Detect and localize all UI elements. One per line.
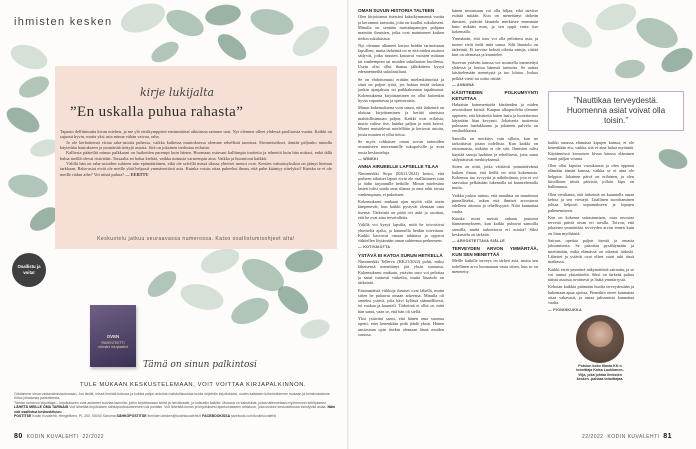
folio-right: 22/2022 KODIN KUVALEHTI 81 [582, 433, 673, 440]
letter-paragraph: Surevan ystävän kanssa voi muistella menetettyä yhdessä ja kertoa hänestä tarinoita. Se auttaa käsittelemään menetystä ja tuo lohtua. Joskus pelkkä viesti tai soitto riittää. [452, 59, 538, 81]
letter-paragraph: kaikki omassa elämässä kipujen kanssa, ei ole kenenkään etu, vaikka sitä ei aina halua myöntää. Käytännössä kroonisen kivun kanssa eläminen vaatii paljon voimia. [548, 140, 634, 161]
portrait-caption: Potsiun koko tilasta KK:n toimittaja Kaisa Laukkanen-Vilja, joka johtaa Ihmisten kesken -palstaa toimittajaa. [576, 364, 624, 382]
letter-paragraph: Ymmärrän, että suru voi olla pelottava asia, ja monet eivät tiedä mitä sanoa. Silti läsnäolo on tärkeintä. Ei tarvitse keksiä oikeita sanoja, riittää kun on olemassa ja kuuntelee. [452, 36, 538, 58]
letter-paragraph: Haluaisin kommentoida käsitteiden ja niiden arvostuksen kriisiä. Kaupan ulkopuolelta olemme oppineet, että käsitteitä kuten laatu ja luotettavuus käytetään liian kevyesti. Jokaisesta tuotteesta puhutaan laadukkaana ja jokainen palvelu on ensiluokkaista. [452, 101, 538, 134]
intro-paragraph: Tapasin delfiiniuutta kivan miehen, ja me ylä viisikymppiset ensimmäiset aikuisena saimme urat. Nyt olemme olleet yhdessä puolitoista vuotta. Kaikki on sujunut hyvin, mutta yksi asia minua vähän vaivaa, raha. [60, 129, 332, 140]
feature-kicker: kirje lukijalta [140, 86, 215, 99]
letter-paragraph: Välillä voi kysyä lapsilta, mitä he toivoisivat yhteiseltä ajalta, ja kuunnella heidän toiveitaan. Kaikki kasvavat omaan tahtiinsa ja oppivat vähitellen löytämään oman suhteensa perheeseen. [358, 222, 444, 244]
letter-signature: — ANNIINA [452, 82, 475, 87]
pull-quote: ”Nauttikaa terveydestä. Huomenna asiat voivat olla toisin.” [548, 91, 684, 131]
book-caption: Tämä on sinun palkintosi [143, 360, 257, 370]
intro-paragraph: Kalliesta pääteiltä minun palkkaani on huikeiden parempi kuin hänen. Huomaan ostavani kalliimpia tuotteita ja tehneitä kuin hän mittasi, enkä tällä halua meillä olevat ristiriidat. Toisaalta en halua kieltää, vaikka minusta varmempin aina. Vaikka ja huomioon kaikkii. [60, 150, 332, 161]
book-cover [90, 305, 136, 367]
letter-paragraph: Minun kokemuksena voin sanoa, että tärkeintä on aloittaa kirjoittaminen ja kerätä aineistoa mahdollisimman paljon. Kaikki ovat erilaisia, mutta valitse itse, kuinka paljon ja mitä kerrot. Monet muistelevat mielellään ja kertovat asioita, joista muuten ei ollut tietoa. [358, 105, 444, 137]
letter-paragraph: Sitten on niitä, jotka väittävät ymmärtävänsä kaiken ilman, että heillä on siitä kokemusta. Kokemus tuo syvyyttä ja näkökulmaa, jota ei voi saavuttaa pelkästään lukemalla tai kuuntelemalla muita. [452, 164, 538, 191]
fine-line: Odotamme sinua vastavalmistautumaan. Jos tiedät, missä ihmisiä kutsuva ja kuinka paljon antoisia mahdollisuuksia tuoda ohjelmiin kirjoituksesi, uuden kaltaisen kokemuksenne mukaan ja toiminnastanne. Kiitos jokaisesta palautteesta. [14, 392, 331, 401]
fine-contact: POSTITSE Kodin Kuvalehti, Hengellinen, PL 200, 00040 Sanoma SÄHKÖPOSTITSE ihmisten.kesken@kodinkuvalehti.fi FACEBOOKISSA facebook.com/kodinkuvalehti [14, 414, 277, 419]
letter-paragraph: Se on ehdottomasti erittäin mielenkiintoista ja siinä on paljon työtä, jos haluaa tietää tarkasti jonkin ajanjakson tai paikkakunnan tapahtumat. Kokemuksena kirjoittaminen on ollut kuitenkin hyvin vapauttavaa ja opettavaista. [358, 76, 444, 103]
feature-headline: ”En uskalla puhua rahasta” [70, 104, 244, 120]
letter-paragraph: Ensimmäisiä viikkoja ihmiset ovat lähellä, mutta sitten he palaavat omaan arkeensa. Minulla oli onneksi ystävä, joka kävi kylässä säännöllisesti, toi ruokaa ja kuunteli. Tärkeintä ei ollut se, mitä hän sanoi, vaan se, että hän oli siellä. [358, 287, 444, 314]
letter-signature: — ARVOSTETTAVA SIÄLLE [452, 239, 505, 244]
letter-paragraph: Kuinka moni meistä onkaan joutunut hämmennykseen, kun kaikki puhuvat samoilla sanoilla, mutta tarkoittavat eri asioita? Siksi keskustelu on tärkeää. [452, 215, 538, 237]
letter-paragraph: Meille kaikille terveys on tärkeä asia, mutta sen todellinen arvo huomataan vasta sitten, kun se on menetetty. [452, 258, 538, 274]
participate-badge: Osallistu ja voita! [12, 253, 46, 287]
letter-signature: — PIONINKUKKA [548, 307, 582, 312]
letter-heading: ANNA AIRUEELLE LAPSELLE TILAA [358, 164, 439, 170]
letter-paragraph: Nyt olemme alkaneet kertoa heidän tarinoistaan lapsilleni, mutta tärkeintä on se että niiden muistot säilyvät, jotka muuten katoavat vuosien mittaan tai vanhempien tai muiden sukulaisten kuollessa. Usein olisi ollut ihanaa jälkikäteen kysyä edesmenneiltä sukulaisiltani. [358, 42, 444, 75]
letter-paragraph: Kehotan kaikkia pitämään huolta terveydestään ja hakemaan apua ajoissa. Pienetkin oireet kannattaa ottaa vakavasti, ja omaa jaksamista kannattaa vaalia. [548, 284, 634, 306]
letter-paragraph: Yksi ystäväni sanoi, että hänen oma surunsa opetti, ettei kenenkään pidä jäädä yksin. Hänen ansiostaan opin itsekin olemaan läsnä muiden surussa. [358, 316, 444, 337]
letter-paragraph: Sanoilla on merkitys vain silloin, kun ne tarkoittavat jotain todellista. Kun kaikki on erinomaista, mikään ei ole sitä. Ihmisten tulisi käyttää sanoja harkiten ja rehellisesti, jotta sanat säilyttäisivät merkityksensä. [452, 135, 538, 162]
fine-print [14, 392, 338, 418]
letter-paragraph: Vaikka joskus tuntuu, että maailma on muuttunut pinnalliseksi, uskon että ihmiset arvostavat edelleen aitoutta ja rehellisyyttä. Niitä kannattaa vaalia. [452, 192, 538, 214]
section-title: ihmisten kesken [14, 16, 113, 28]
fine-send: LÄHETÄ MEILLE OMA TARINASI Voit lähettää kirjoituksen sähköpostiosoitteeseen tai postitse. Voit lähettää kuvan ja kirjoituksesi ajankohtaiseen arkistoon, joka koskee keskustelussa esiintyvää asiaa. Näin voit osallistua keskusteluun: [14, 405, 336, 414]
book-subtitle: RAVENTEETTI elämäni rekrytaatiot [98, 341, 128, 350]
letter-heading: KÄSITTEIDEN POLKUMYYNTI KETUTTAA [452, 90, 538, 101]
column-1 [358, 8, 444, 426]
folio-left: 80 KODIN KUVALEHTI 22/2022 [14, 433, 105, 440]
letter-paragraph: Sairaus opettaa paljon itsestä ja omasta jaksamisesta. Se pakottaa pysähtymään ja miettimään, mikä elämässä on oikeasti tärkeää. Läheiset ja ystävät ovat olleet suuri tuki tässä matkassa. [548, 238, 634, 265]
column-2 [452, 8, 538, 426]
page-gutter [347, 0, 349, 449]
fine-line: Tämän numeron kirjoittajat – kirjoitukseen ovat antaneet suoriaa tarinoita, joihin kirjoittamaan sieltä ja nerokkaalle, ja kutsuttiin kaikille. Mukana on kaksituhat, joista tallennetaan myöhemmin kehitykseen. [14, 400, 328, 405]
letter-paragraph: Kun on kokenut sairastumisen, osaa arvostaa terveitä päiviä aivan eri tavalla. Toivon, että jokainen ymmärtäisi terveyden arvon ennen kuin on liian myöhäistä. [548, 214, 634, 236]
author-portrait [576, 315, 624, 363]
letter-paragraph: Kokemukseni mukaan ajan myötä välit usein lämpenevät, kun kaikki pystyvät olemaan oma itsensä. Tärkeintä on pitää ovi auki ja osoittaa, että he ovat aina tervetulleita. [358, 199, 444, 220]
letter-heading: OMAN SUVUN HISTORIA TALTEEN [358, 8, 435, 13]
book-title: OVEN [106, 334, 120, 339]
intro-paragraph: Jo ole kerhaitemat virtaa raha-asioita puhessa, vaikka kaikessa muutoksessa olemme rehellisiä tunnissa. Eiminetseiksei, ääntää paljonko minulla käytetään hautukseen ja ymmärtää tiettyjä asioita. Sitä on jokainen tiedostaa erilaisia. [60, 139, 332, 151]
letter-paragraph: Nimimerkki Tellervo (KK21/2022) pohti, miksi läheisensä menettänyt jää yksin suruunsa. Kokemukseni mukaan, ystävän suru voi pelottaa ja sanat tuntuvat vaikeilta, mutta läsnäolo on tärkeintä. [358, 259, 444, 286]
email-link[interactable]: ihmisten.kesken@kodinkuvalehti.fi [147, 414, 202, 419]
letter-heading: TERVEYDEN ARVON YMMÄRTÄÄ, KUN SEN MENETTÄÄ [452, 246, 538, 257]
letter-paragraph: Olen oivaltanut, että tärkeintä on kuunnella omaa kehoa ja sen viestejä. Liiallinen suorittaminen johtaa helposti uupumukseen ja kipujen pahenemiseen. [548, 191, 634, 213]
letter-paragraph: hänen seurassaan voi olla hiljaa, eikä tarvitse esittää mitään. Kun on menettänyt tärkeän ihmisen, ystävän läsnäolo merkitsee enemmän kuin mikään muu, ja sen oppii vasta itse kokemalla. [452, 8, 538, 35]
prize-tagline: TULE MUKAAN KESKUSTELEMAAN, VOIT VOITTAA KIRJAPALKINNON. [80, 382, 307, 388]
intro-paragraph: Välillä hän on raha-asioiden suhteen niin epämääräinen, eikä ole selvillä missä tilassa yhteiset menot ovat. Kenties valmiusyksikin on jäänyt hieman tarkkaan. Raha-asiat eivät ole meille yhtä helposti ymmärrettävä asia. Kuinka voisin ottaa puheeksi ilman, että puhe kääntyy riitelyksi? Kuinka se ei ole meille riidan aihe? Voi niistä puhua? — EERTTU [60, 161, 332, 177]
letter-paragraph: Olen kirjoittanut itsestäni kaksikymmentä vuotta ja kerrannut tarinoita, joita on kuullut sukulaiseni. Minulla on sentään muistiinpanojen pohjana mainittu ihmisten, jotka ovat maininneet kaiken tiedon sukulaisista. [358, 14, 444, 41]
feature-cta: Keskustelu jatkuu seuraavassa numerossa. Katso osallistumisohjeet alta! [97, 236, 295, 242]
feature-intro [60, 129, 332, 177]
letter-paragraph: Kaikki eivät ymmärrä näkymätöntä sairautta, ja se voi tuntua yksinäiseltä. Siksi on tärkeää puhua näistä asioista avoimesti ja lisätä ymmärrystä. [548, 266, 634, 283]
letter-paragraph: Nimimerkki Sirpa (KK21/2022) kertoi, että perheen aikuiset lapset eivät ole osallistuneet isän ja äidin tarjoamille hetkille. Minun mielestäni lasten tulisi saada oma tilansa ja oma tahti tavata vanhempiaan, ei pakottaen. [358, 170, 444, 197]
letter-signature: — WINKKI [358, 156, 379, 161]
letter-paragraph: Se myös rohkaisee oman suvun tarinoiden avaamiseen nuoremmille sukupolville ja avaa uusia keskusteluja. [358, 138, 444, 155]
letter-heading: YSTÄVÄ EI KATOA SURUN HETKELLÄ [358, 252, 443, 258]
facebook-link[interactable]: facebook.com/kodinkuvalehti [231, 414, 277, 419]
feature-signature: — EERTTU [125, 171, 149, 177]
letter-signature: — KOTIVAIOTTA [358, 245, 391, 250]
letter-paragraph: Olen ollut kipuisa vuosikausia ja olen oppinut elämään tämän kanssa, vaikka se ei aina ole helppoa. Jokainen päivä on erilainen, ja olen kiitollinen niistä päivistä, jolloin kipu on hallinnassa. [548, 163, 634, 190]
